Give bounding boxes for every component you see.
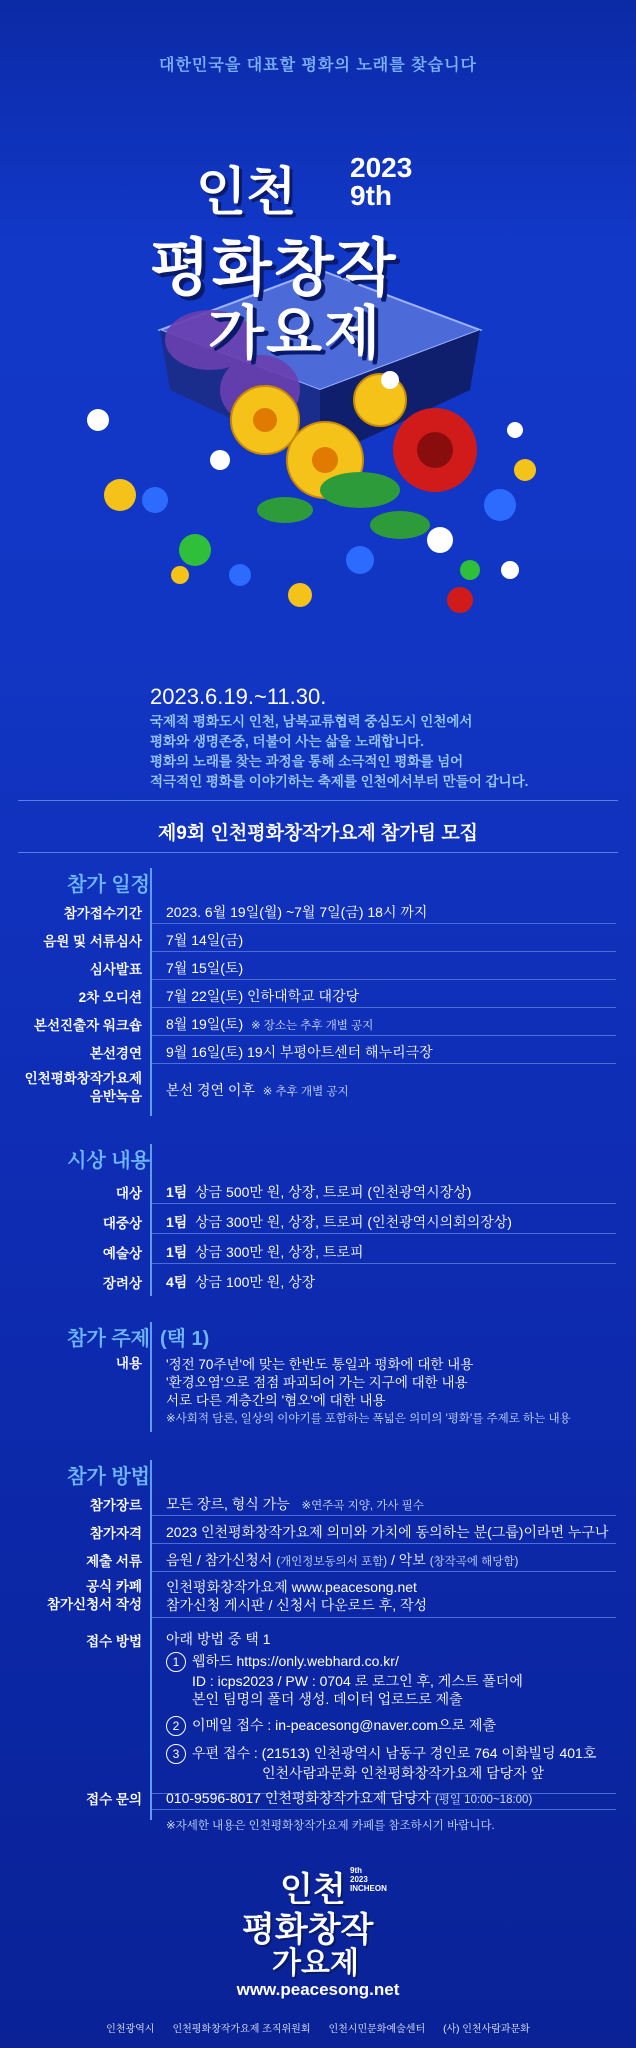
brand-edition: 9th [350, 180, 392, 211]
tagline: 대한민국을 대표할 평화의 노래를 찾습니다 [159, 57, 477, 74]
footer-url[interactable]: www.peacesong.net [236, 1980, 400, 1999]
schedule-note: ※ 장소는 추후 개별 공지 [250, 1020, 374, 1032]
bottom-note: ※자세한 내용은 인천평화창작가요제 카페를 참조하시기 바랍니다. [166, 1820, 495, 1832]
schedule-row [0, 1008, 636, 1036]
submit-methods: 아래 방법 중 택 1 1 웹하드 https://only.webhard.co.kr/ ID : icps2023 / PW : 0704 로 로그인 후, 게스트 폴더에 본인 팀명의 폴더 생성. 데이터 업로드로 제출 2 이메일 접수 : in-peacesong@naver.com으로 제출 3 우편 접수 : (21513) 인천광역시 남동구 경인로 764 이화빌딩 401호 인천사람과문화 인천평화창작가요제 담당자 앞 [166, 1631, 597, 1781]
schedule-value: 7월 15일(토) [166, 960, 244, 976]
theme-items [166, 1356, 571, 1428]
brand-year: 2023 [350, 152, 413, 183]
award-label: 대중상 [102, 1216, 142, 1231]
award-label: 대상 [115, 1186, 142, 1201]
schedule-value: 8월 19일(토) ※ 장소는 추후 개별 공지 [166, 1016, 374, 1032]
awards-title: 시상 내용 [67, 1150, 150, 1172]
footer-orgs [0, 2020, 636, 2035]
theme-item: '정전 70주년'에 맞는 한반도 통일과 평화에 대한 내용 [166, 1357, 474, 1372]
theme-item: 서로 다른 계층간의 '혐오'에 대한 내용 [166, 1393, 386, 1408]
method-label: 접수 방법 [86, 1634, 142, 1649]
award-value: 1팀 상금 500만 원, 상장, 트로피 (인천광역시장상) [166, 1184, 472, 1200]
award-label: 예술상 [102, 1246, 142, 1261]
intro-line: 평화의 노래를 찾는 과정을 통해 소극적인 평화를 넘어 [150, 754, 464, 769]
method-value: 음원 / 참가신청서 (개인정보동의서 포함) / 악보 (창작곡에 해당함) [166, 1552, 519, 1568]
brand-sub: 가요제 [208, 299, 383, 367]
method-row [0, 1488, 636, 1516]
method-title: 참가 방법 [67, 1466, 150, 1488]
schedule-row [0, 952, 636, 980]
divider [18, 852, 618, 853]
theme-label: 내용 [115, 1356, 142, 1371]
schedule-label: 인천평화창작가요제 음반녹음 [24, 1071, 142, 1104]
award-row [0, 1236, 636, 1264]
schedule-value: 7월 22일(토) 인하대학교 대강당 [166, 988, 360, 1004]
schedule-note: ※ 추후 개별 공지 [262, 1086, 349, 1098]
divider [18, 800, 618, 801]
method-value: 2023 인천평화창작가요제 의미와 가치에 동의하는 분(그룹)이라면 누구나 [166, 1524, 609, 1540]
award-row [0, 1206, 636, 1234]
email-link[interactable]: 이메일 접수 : in-peacesong@naver.com으로 제출 [192, 1717, 497, 1733]
intro-line: 적극적인 평화를 이야기하는 축제를 인천에서부터 만들어 갑니다. [150, 774, 529, 789]
method-row [0, 1544, 636, 1572]
schedule-label: 음원 및 서류심사 [43, 934, 142, 949]
schedule-value: 본선 경연 이후 ※ 추후 개별 공지 [166, 1082, 349, 1098]
schedule-label: 본선진출자 워크숍 [33, 1018, 142, 1033]
schedule-value: 9월 16일(토) 19시 부평아트센터 해누리극장 [166, 1044, 433, 1060]
recruit-title: 제9회 인천평화창작가요제 참가팀 모집 [157, 823, 479, 844]
method-value: 모든 장르, 형식 가능 ※연주곡 지양, 가사 필수 [166, 1496, 424, 1512]
intro-text [150, 712, 528, 792]
cafe-url[interactable]: 인천평화창작가요제 www.peacesong.net [166, 1579, 417, 1595]
award-row [0, 1266, 636, 1294]
method-label: 제출 서류 [86, 1554, 142, 1569]
schedule-value: 7월 14일(금) [166, 932, 244, 948]
method-row [0, 1516, 636, 1544]
schedule-row [0, 1036, 636, 1064]
intro-line: 국제적 평화도시 인천, 남북교류협력 중심도시 인천에서 [150, 714, 473, 729]
award-value: 4팀 상금 100만 원, 상장 [166, 1274, 316, 1290]
brand-city: 인천 [196, 162, 297, 223]
hero-artwork [60, 130, 580, 630]
leaves [257, 472, 430, 539]
org-name: 인천평화창작가요제 조직위원회 [172, 2024, 311, 2035]
event-period: 2023.6.19.~11.30. [150, 684, 327, 709]
schedule-label: 심사발표 [89, 962, 142, 977]
intro-line: 평화와 생명존중, 더불어 사는 삶을 노래합니다. [150, 734, 425, 749]
method-label: 참가자격 [89, 1526, 142, 1541]
theme-choice: (택 1) [160, 1328, 210, 1350]
award-row [0, 1176, 636, 1204]
schedule-title: 참가 일정 [67, 874, 150, 896]
method-row [0, 1574, 636, 1618]
award-value: 1팀 상금 300만 원, 상장, 트로피 (인천광역시의회의장상) [166, 1214, 512, 1230]
method-value: 인천평화창작가요제 www.peacesong.net 참가신청 게시판 / 신청서 다운로드 후, 작성 [166, 1579, 428, 1613]
org-name: 인천광역시 [106, 2024, 155, 2035]
schedule-label: 2차 오디션 [78, 990, 142, 1005]
webhard-link[interactable]: 웹하드 https://only.webhard.co.kr/ [192, 1653, 399, 1669]
schedule-label: 참가접수기간 [63, 906, 142, 921]
method-value: 010-9596-8017 인천평화창작가요제 담당자 (평일 10:00~18:00) [166, 1790, 533, 1806]
method-label: 접수 문의 [86, 1792, 142, 1807]
brand-main: 평화창작 [150, 231, 398, 304]
schedule-row [0, 896, 636, 924]
submit-item: 3 우편 접수 : (21513) 인천광역시 남동구 경인로 764 이화빌딩 401호 인천사람과문화 인천평화창작가요제 담당자 앞 [166, 1744, 596, 1782]
method-label: 참가장르 [89, 1498, 142, 1513]
method-row [0, 1624, 636, 1794]
award-value: 1팀 상금 300만 원, 상장, 트로피 [166, 1244, 364, 1260]
award-label: 장려상 [102, 1276, 142, 1291]
flower-box-illustration [60, 130, 580, 630]
method-label: 공식 카페 참가신청서 작성 [46, 1579, 142, 1612]
org-name: 인천시민문화예술센터 [328, 2024, 426, 2035]
submit-item: 2 이메일 접수 : in-peacesong@naver.com으로 제출 [166, 1716, 596, 1736]
schedule-row [0, 980, 636, 1008]
schedule-label: 본선경연 [89, 1046, 142, 1061]
schedule-row [0, 924, 636, 952]
schedule-value: 2023. 6월 19일(월) ~7월 7일(금) 18시 까지 [166, 904, 428, 920]
theme-title: 참가 주제 [67, 1328, 150, 1350]
org-name: (사) 인천사람과문화 [443, 2024, 530, 2035]
theme-vline [150, 1322, 152, 1432]
footer-logo: 인천 9th 2023 INCHEON 평화창작 가요제 [242, 1866, 387, 1981]
method-row [0, 1782, 636, 1810]
submit-item: 1 웹하드 https://only.webhard.co.kr/ ID : icps2023 / PW : 0704 로 로그인 후, 게스트 폴더에 본인 팀명의 폴더 생성. 데이터 업로드로 제출 [166, 1652, 596, 1708]
theme-item: '환경오염'으로 점점 파괴되어 가는 지구에 대한 내용 [166, 1375, 468, 1390]
theme-note: ※사회적 담론, 일상의 이야기를 포함하는 폭넓은 의미의 '평화'를 주제로 하는 내용 [166, 1413, 571, 1425]
schedule-row [0, 1066, 636, 1114]
